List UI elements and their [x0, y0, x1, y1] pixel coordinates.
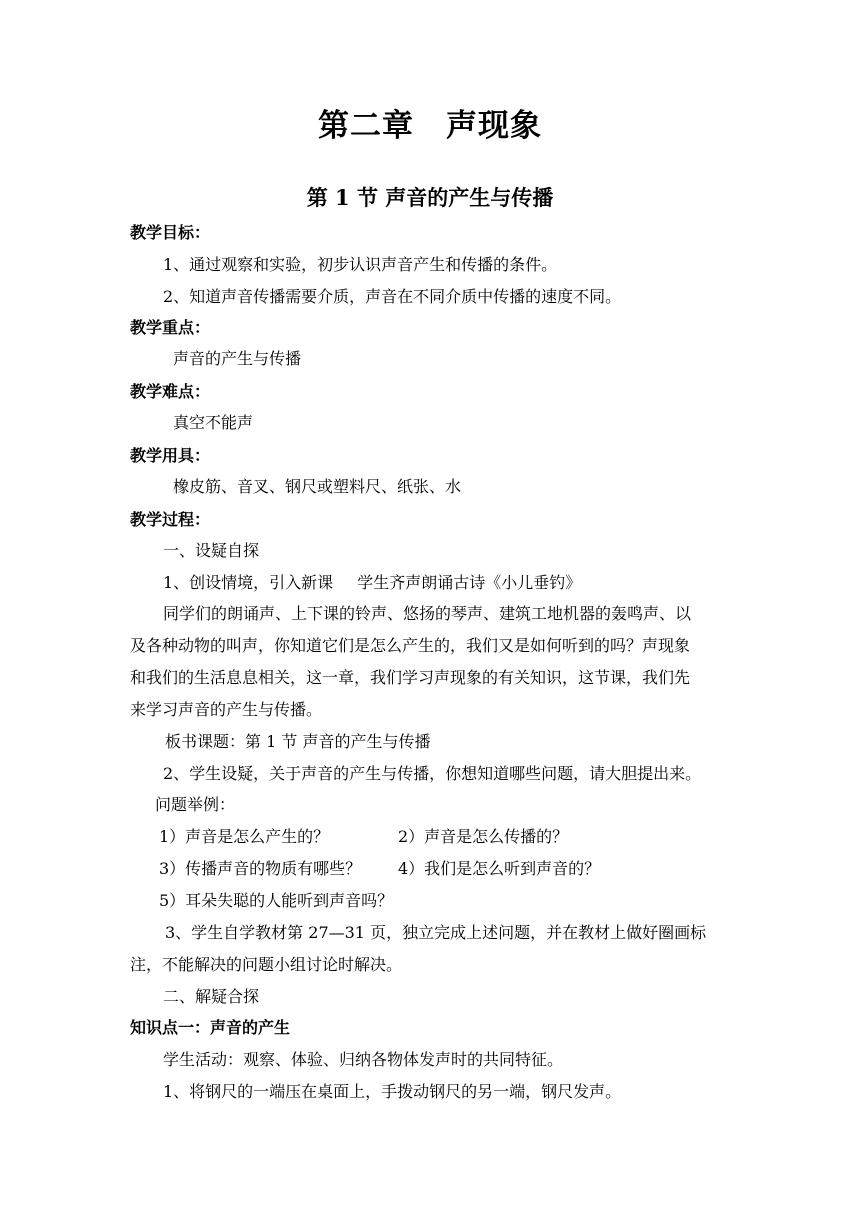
step1-line	[163, 572, 581, 594]
step3-line-2: 注，不能解决的问题小组讨论时解决。	[130, 955, 403, 974]
part2-title: 二、解疑合探	[163, 987, 260, 1006]
para1-line-1: 同学们的朗诵声、上下课的铃声、悠扬的琴声、建筑工地机器的轰鸣声、以	[163, 604, 692, 623]
question-2: 2）声音是怎么传播的？	[398, 827, 569, 846]
part1-title: 一、设疑自探	[163, 541, 260, 560]
process-heading: 教学过程：	[130, 510, 211, 529]
question-1: 1）声音是怎么产生的？	[159, 827, 330, 846]
examples-heading: 问题举例：	[155, 795, 236, 814]
question-5: 5）耳朵失聪的人能听到声音吗？	[159, 891, 394, 910]
board-title: 板书课题：第 1 节 声音的产生与传播	[165, 732, 431, 751]
tools-text: 橡皮筋、音叉、钢尺或塑料尺、纸张、水	[173, 477, 462, 496]
para1-line-4: 来学习声音的产生与传播。	[130, 700, 323, 719]
para1-line-3: 和我们的生活息息相关，这一章，我们学习声现象的有关知识，这节课，我们先	[130, 668, 691, 687]
tools-heading: 教学用具：	[130, 446, 211, 465]
section-title: 第 1 节 声音的产生与传播	[306, 185, 554, 210]
question-4: 4）我们是怎么听到声音的？	[398, 859, 601, 878]
step3-line-1: 3、学生自学教材第 27—31 页，独立完成上述问题，并在教材上做好圈画标	[165, 923, 707, 942]
question-3: 3）传播声音的物质有哪些？	[159, 859, 362, 878]
step2: 2、学生设疑，关于声音的产生与传播，你想知道哪些问题，请大胆提出来。	[163, 764, 702, 783]
focus-heading: 教学重点：	[130, 318, 211, 337]
step1-activity: 学生齐声朗诵古诗《小儿垂钓》	[357, 573, 582, 592]
para1-line-2: 及各种动物的叫声，你知道它们是怎么产生的，我们又是如何听到的吗？声现象	[130, 636, 691, 655]
chapter-title: 第二章 声现象	[318, 108, 542, 144]
goal-item-2: 2、知道声音传播需要介质，声音在不同介质中传播的速度不同。	[163, 287, 622, 306]
activity-step-1: 1、将钢尺的一端压在桌面上，手拨动钢尺的另一端，钢尺发声。	[163, 1082, 622, 1101]
focus-text: 声音的产生与传播	[173, 349, 302, 368]
difficulty-text: 真空不能声	[173, 413, 254, 432]
knowledge1-heading: 知识点一：声音的产生	[130, 1018, 291, 1037]
activity-text: 学生活动：观察、体验、归纳各物体发声时的共同特征。	[163, 1050, 564, 1069]
goal-heading: 教学目标：	[130, 223, 211, 242]
difficulty-heading: 教学难点：	[130, 382, 211, 401]
goal-item-1: 1、通过观察和实验，初步认识声音产生和传播的条件。	[163, 255, 558, 274]
step1-intro: 1、创设情境，引入新课	[163, 573, 334, 592]
